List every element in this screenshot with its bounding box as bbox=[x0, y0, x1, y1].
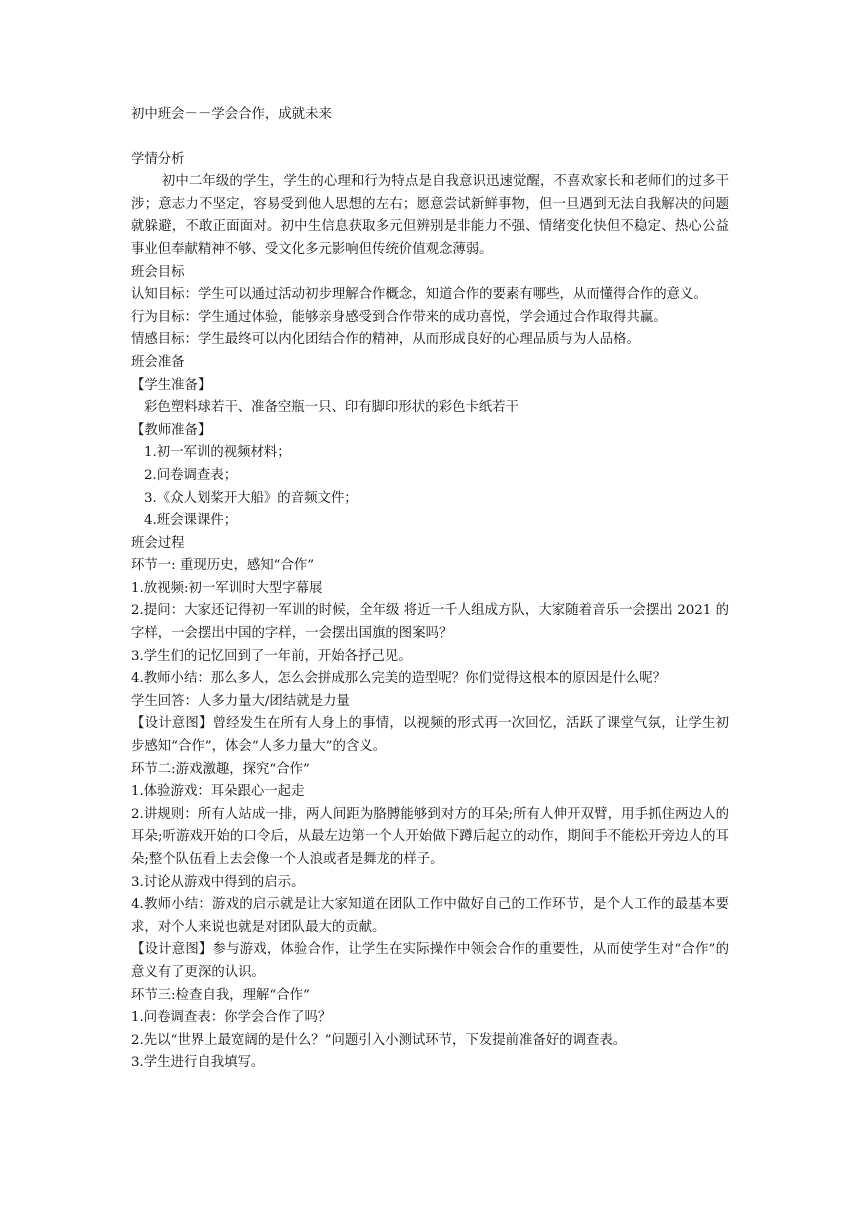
step2-design-intent: 【设计意图】参与游戏，体验合作，让学生在实际操作中领会合作的重要性，从而使学生对“合作”的意义有了更深的认识。 bbox=[131, 942, 729, 980]
blank-line bbox=[131, 127, 729, 149]
prep-teacher-item: 2.问卷调查表； bbox=[144, 467, 238, 483]
step2-item-4: 4.教师小结：游戏的启示就是让大家知道在团队工作中做好自己的工作环节，是个人工作的最基本要求，对个人来说也就是对团队最大的贡献。 bbox=[131, 897, 729, 935]
goal-behavior: 行为目标：学生通过体验，能够亲身感受到合作带来的成功喜悦，学会通过合作取得共赢。 bbox=[131, 309, 667, 325]
step2-item-3: 3.讨论从游戏中得到的启示。 bbox=[131, 874, 305, 890]
goal-cognitive: 认知目标：学生可以通过活动初步理解合作概念，知道合作的要素有哪些，从而懂得合作的意义。 bbox=[131, 287, 707, 303]
prep-teacher-label: 【教师准备】 bbox=[131, 422, 212, 438]
prep-teacher-item: 1.初一军训的视频材料； bbox=[144, 445, 291, 461]
analysis-paragraph: 初中二年级的学生，学生的心理和行为特点是自我意识迅速觉醒，不喜欢家长和老师们的过多干涉；意志力不坚定，容易受到他人思想的左右；愿意尝试新鲜事物，但一旦遇到无法自我解决的问题就躲避，不敢正面面对。初中生信息获取多元但辨别是非能力不强、情绪变化快但不稳定、热心公益事业但奉献精神不够、受文化多元影响但传统价值观念薄弱。 bbox=[131, 174, 729, 257]
step1-item-4: 4.教师小结：那么多人，怎么会拼成那么完美的造型呢？你们觉得这根本的原因是什么呢？ bbox=[131, 671, 667, 687]
document-page bbox=[131, 104, 729, 1075]
step1-item-3: 3.学生们的记忆回到了一年前，开始各抒己见。 bbox=[131, 648, 412, 664]
prep-teacher-item: 4.班会课课件； bbox=[144, 513, 238, 529]
step1-item-1: 1.放视频:初一军训时大型字幕展 bbox=[131, 580, 323, 596]
step3-item-3: 3.学生进行自我填写。 bbox=[131, 1055, 265, 1071]
prep-teacher-item: 3.《众人划桨开大船》的音频文件； bbox=[144, 490, 358, 506]
step1-design-intent: 【设计意图】曾经发生在所有人身上的事情，以视频的形式再一次回忆，活跃了课堂气氛，让学生初步感知“合作”，体会“人多力量大”的含义。 bbox=[131, 716, 729, 755]
step3-title: 环节三:检查自我，理解“合作” bbox=[131, 987, 310, 1003]
section-heading-analysis: 学情分析 bbox=[131, 151, 185, 167]
step2-item-2: 2.讲规则：所有人站成一排，两人间距为胳膊能够到对方的耳朵;所有人伸开双臂，用手抓住两边人的耳朵;听游戏开始的口令后，从最左边第一个人开始做下蹲后起立的动作，期间手不能松开旁边人的耳朵;整个队伍看上去会像一个人浪或者是舞龙的样子。 bbox=[131, 806, 729, 867]
step1-title: 环节一: 重现历史，感知“合作” bbox=[131, 558, 315, 574]
prep-student-label: 【学生准备】 bbox=[131, 377, 212, 393]
step3-item-1: 1.问卷调查表：你学会合作了吗？ bbox=[131, 1010, 332, 1026]
section-heading-goals: 班会目标 bbox=[131, 264, 185, 280]
section-heading-preparation: 班会准备 bbox=[131, 354, 185, 370]
step2-title: 环节二:游戏激趣，探究“合作” bbox=[131, 761, 310, 777]
step1-item-2: 2.提问：大家还记得初一军训的时候，全年级 将近一千人组成方队，大家随着音乐一会摆出 2021 的字样，一会摆出中国的字样，一会摆出国旗的图案吗？ bbox=[131, 603, 729, 642]
step2-item-1: 1.体验游戏：耳朵跟心一起走 bbox=[131, 784, 305, 800]
goal-emotion: 情感目标：学生最终可以内化团结合作的精神，从而形成良好的心理品质与为人品格。 bbox=[131, 332, 640, 348]
step1-answer: 学生回答：人多力量大/团结就是力量 bbox=[131, 693, 350, 709]
document-title: 初中班会－－学会合作，成就未来 bbox=[131, 107, 332, 122]
step3-item-2: 2.先以“世界上最宽阔的是什么？”问题引入小测试环节，下发提前准备好的调查表。 bbox=[131, 1032, 627, 1048]
section-heading-process: 班会过程 bbox=[131, 535, 185, 551]
prep-student-text: 彩色塑料球若干、准备空瓶一只、印有脚印形状的彩色卡纸若干 bbox=[144, 400, 519, 416]
